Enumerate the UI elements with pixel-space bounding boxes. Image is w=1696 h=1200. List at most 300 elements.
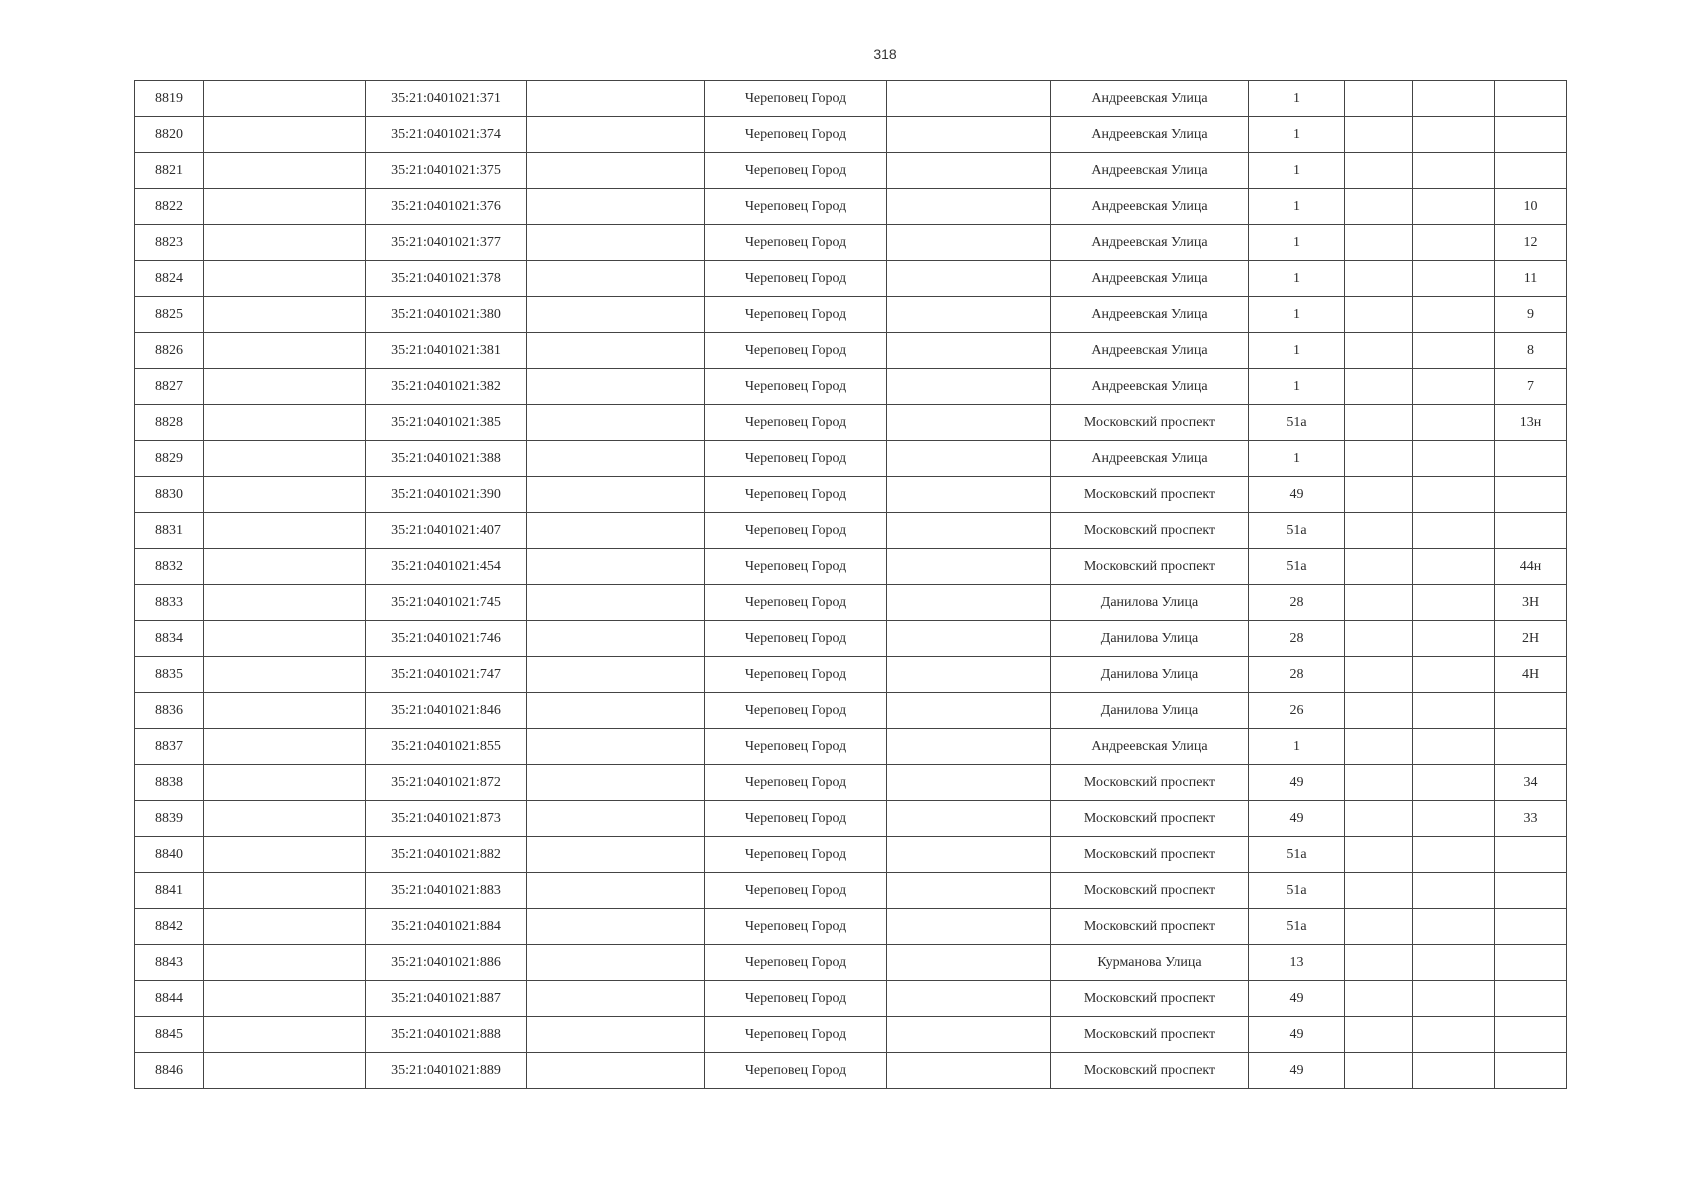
- empty-cell: [887, 981, 1051, 1017]
- street-cell: Московский проспект: [1051, 549, 1249, 585]
- apartment-number-cell: [1495, 441, 1567, 477]
- record-number-cell: 8819: [135, 81, 204, 117]
- table-row: [135, 837, 1567, 873]
- empty-cell: [527, 621, 705, 657]
- city-cell: Череповец Город: [705, 477, 887, 513]
- empty-cell: [1413, 657, 1495, 693]
- empty-cell: [204, 297, 366, 333]
- empty-cell: [887, 225, 1051, 261]
- empty-cell: [527, 981, 705, 1017]
- empty-cell: [527, 369, 705, 405]
- empty-cell: [204, 333, 366, 369]
- cadastral-number-cell: 35:21:0401021:889: [366, 1053, 527, 1089]
- table-row: [135, 945, 1567, 981]
- house-number-cell: 1: [1249, 81, 1345, 117]
- empty-cell: [1413, 261, 1495, 297]
- house-number-cell: 1: [1249, 297, 1345, 333]
- empty-cell: [527, 837, 705, 873]
- empty-cell: [527, 801, 705, 837]
- street-cell: Андреевская Улица: [1051, 729, 1249, 765]
- apartment-number-cell: 13н: [1495, 405, 1567, 441]
- empty-cell: [1413, 441, 1495, 477]
- cadastral-number-cell: 35:21:0401021:887: [366, 981, 527, 1017]
- empty-cell: [1345, 369, 1413, 405]
- empty-cell: [887, 441, 1051, 477]
- apartment-number-cell: [1495, 1053, 1567, 1089]
- empty-cell: [1413, 873, 1495, 909]
- city-cell: Череповец Город: [705, 405, 887, 441]
- table-row: [135, 441, 1567, 477]
- empty-cell: [1345, 585, 1413, 621]
- house-number-cell: 26: [1249, 693, 1345, 729]
- empty-cell: [527, 693, 705, 729]
- city-cell: Череповец Город: [705, 585, 887, 621]
- record-number-cell: 8830: [135, 477, 204, 513]
- city-cell: Череповец Город: [705, 369, 887, 405]
- cadastral-number-cell: 35:21:0401021:872: [366, 765, 527, 801]
- empty-cell: [527, 189, 705, 225]
- empty-cell: [1413, 81, 1495, 117]
- table-row: [135, 369, 1567, 405]
- empty-cell: [1413, 729, 1495, 765]
- record-number-cell: 8839: [135, 801, 204, 837]
- cadastral-number-cell: 35:21:0401021:385: [366, 405, 527, 441]
- house-number-cell: 1: [1249, 369, 1345, 405]
- street-cell: Андреевская Улица: [1051, 441, 1249, 477]
- empty-cell: [527, 549, 705, 585]
- street-cell: Московский проспект: [1051, 513, 1249, 549]
- empty-cell: [887, 801, 1051, 837]
- house-number-cell: 49: [1249, 1053, 1345, 1089]
- record-number-cell: 8831: [135, 513, 204, 549]
- empty-cell: [887, 765, 1051, 801]
- city-cell: Череповец Город: [705, 261, 887, 297]
- cadastral-number-cell: 35:21:0401021:374: [366, 117, 527, 153]
- city-cell: Череповец Город: [705, 549, 887, 585]
- cadastral-number-cell: 35:21:0401021:846: [366, 693, 527, 729]
- record-number-cell: 8827: [135, 369, 204, 405]
- empty-cell: [1345, 801, 1413, 837]
- house-number-cell: 49: [1249, 765, 1345, 801]
- empty-cell: [204, 81, 366, 117]
- city-cell: Череповец Город: [705, 801, 887, 837]
- house-number-cell: 1: [1249, 333, 1345, 369]
- apartment-number-cell: [1495, 117, 1567, 153]
- house-number-cell: 51а: [1249, 837, 1345, 873]
- record-number-cell: 8829: [135, 441, 204, 477]
- empty-cell: [1345, 909, 1413, 945]
- city-cell: Череповец Город: [705, 117, 887, 153]
- empty-cell: [1345, 261, 1413, 297]
- street-cell: Андреевская Улица: [1051, 333, 1249, 369]
- street-cell: Андреевская Улица: [1051, 225, 1249, 261]
- street-cell: Данилова Улица: [1051, 585, 1249, 621]
- empty-cell: [1413, 369, 1495, 405]
- empty-cell: [1345, 837, 1413, 873]
- cadastral-number-cell: 35:21:0401021:882: [366, 837, 527, 873]
- record-number-cell: 8823: [135, 225, 204, 261]
- city-cell: Череповец Город: [705, 513, 887, 549]
- empty-cell: [527, 117, 705, 153]
- street-cell: Андреевская Улица: [1051, 369, 1249, 405]
- empty-cell: [1413, 477, 1495, 513]
- city-cell: Череповец Город: [705, 765, 887, 801]
- apartment-number-cell: 4Н: [1495, 657, 1567, 693]
- empty-cell: [1413, 153, 1495, 189]
- empty-cell: [1413, 621, 1495, 657]
- house-number-cell: 1: [1249, 261, 1345, 297]
- empty-cell: [1345, 441, 1413, 477]
- empty-cell: [1413, 837, 1495, 873]
- empty-cell: [204, 873, 366, 909]
- apartment-number-cell: [1495, 1017, 1567, 1053]
- empty-cell: [527, 657, 705, 693]
- house-number-cell: 49: [1249, 981, 1345, 1017]
- empty-cell: [1413, 513, 1495, 549]
- table-body: [135, 81, 1567, 1089]
- house-number-cell: 28: [1249, 585, 1345, 621]
- apartment-number-cell: 7: [1495, 369, 1567, 405]
- empty-cell: [1413, 1017, 1495, 1053]
- empty-cell: [527, 405, 705, 441]
- empty-cell: [204, 513, 366, 549]
- table-row: [135, 765, 1567, 801]
- empty-cell: [887, 837, 1051, 873]
- empty-cell: [887, 549, 1051, 585]
- empty-cell: [1345, 117, 1413, 153]
- house-number-cell: 49: [1249, 801, 1345, 837]
- empty-cell: [527, 873, 705, 909]
- cadastral-number-cell: 35:21:0401021:886: [366, 945, 527, 981]
- table-row: [135, 981, 1567, 1017]
- table-row: [135, 81, 1567, 117]
- city-cell: Череповец Город: [705, 333, 887, 369]
- empty-cell: [1345, 549, 1413, 585]
- apartment-number-cell: 2Н: [1495, 621, 1567, 657]
- record-number-cell: 8822: [135, 189, 204, 225]
- empty-cell: [887, 297, 1051, 333]
- street-cell: Московский проспект: [1051, 477, 1249, 513]
- empty-cell: [204, 153, 366, 189]
- record-number-cell: 8843: [135, 945, 204, 981]
- city-cell: Череповец Город: [705, 153, 887, 189]
- table-row: [135, 729, 1567, 765]
- empty-cell: [887, 81, 1051, 117]
- empty-cell: [204, 549, 366, 585]
- empty-cell: [1413, 585, 1495, 621]
- empty-cell: [204, 369, 366, 405]
- empty-cell: [887, 513, 1051, 549]
- property-registry-table: [134, 80, 1567, 1089]
- empty-cell: [887, 873, 1051, 909]
- empty-cell: [527, 765, 705, 801]
- record-number-cell: 8844: [135, 981, 204, 1017]
- table-row: [135, 909, 1567, 945]
- cadastral-number-cell: 35:21:0401021:747: [366, 657, 527, 693]
- apartment-number-cell: [1495, 477, 1567, 513]
- house-number-cell: 1: [1249, 153, 1345, 189]
- city-cell: Череповец Город: [705, 657, 887, 693]
- apartment-number-cell: [1495, 873, 1567, 909]
- empty-cell: [1345, 333, 1413, 369]
- empty-cell: [887, 909, 1051, 945]
- house-number-cell: 28: [1249, 621, 1345, 657]
- table-row: [135, 333, 1567, 369]
- empty-cell: [1413, 693, 1495, 729]
- cadastral-number-cell: 35:21:0401021:388: [366, 441, 527, 477]
- empty-cell: [204, 801, 366, 837]
- cadastral-number-cell: 35:21:0401021:390: [366, 477, 527, 513]
- cadastral-number-cell: 35:21:0401021:382: [366, 369, 527, 405]
- empty-cell: [1413, 117, 1495, 153]
- empty-cell: [1413, 765, 1495, 801]
- city-cell: Череповец Город: [705, 297, 887, 333]
- street-cell: Андреевская Улица: [1051, 153, 1249, 189]
- street-cell: Московский проспект: [1051, 1017, 1249, 1053]
- empty-cell: [887, 117, 1051, 153]
- empty-cell: [527, 729, 705, 765]
- record-number-cell: 8824: [135, 261, 204, 297]
- record-number-cell: 8828: [135, 405, 204, 441]
- empty-cell: [204, 261, 366, 297]
- city-cell: Череповец Город: [705, 621, 887, 657]
- empty-cell: [887, 1017, 1051, 1053]
- city-cell: Череповец Город: [705, 81, 887, 117]
- empty-cell: [1345, 981, 1413, 1017]
- empty-cell: [1413, 981, 1495, 1017]
- empty-cell: [204, 117, 366, 153]
- empty-cell: [887, 153, 1051, 189]
- empty-cell: [204, 945, 366, 981]
- empty-cell: [1345, 693, 1413, 729]
- empty-cell: [887, 405, 1051, 441]
- empty-cell: [1345, 405, 1413, 441]
- apartment-number-cell: [1495, 513, 1567, 549]
- empty-cell: [204, 981, 366, 1017]
- record-number-cell: 8832: [135, 549, 204, 585]
- record-number-cell: 8837: [135, 729, 204, 765]
- empty-cell: [204, 225, 366, 261]
- table-row: [135, 873, 1567, 909]
- house-number-cell: 1: [1249, 225, 1345, 261]
- house-number-cell: 1: [1249, 117, 1345, 153]
- empty-cell: [1345, 1017, 1413, 1053]
- empty-cell: [527, 297, 705, 333]
- street-cell: Московский проспект: [1051, 405, 1249, 441]
- empty-cell: [887, 261, 1051, 297]
- house-number-cell: 51а: [1249, 513, 1345, 549]
- table-row: [135, 801, 1567, 837]
- cadastral-number-cell: 35:21:0401021:378: [366, 261, 527, 297]
- city-cell: Череповец Город: [705, 837, 887, 873]
- table-row: [135, 297, 1567, 333]
- empty-cell: [204, 837, 366, 873]
- empty-cell: [1345, 945, 1413, 981]
- table-row: [135, 549, 1567, 585]
- record-number-cell: 8846: [135, 1053, 204, 1089]
- cadastral-number-cell: 35:21:0401021:888: [366, 1017, 527, 1053]
- empty-cell: [1413, 801, 1495, 837]
- apartment-number-cell: 3Н: [1495, 585, 1567, 621]
- house-number-cell: 51а: [1249, 549, 1345, 585]
- empty-cell: [527, 225, 705, 261]
- empty-cell: [527, 585, 705, 621]
- house-number-cell: 51а: [1249, 909, 1345, 945]
- empty-cell: [1413, 945, 1495, 981]
- cadastral-number-cell: 35:21:0401021:883: [366, 873, 527, 909]
- record-number-cell: 8840: [135, 837, 204, 873]
- empty-cell: [1413, 909, 1495, 945]
- house-number-cell: 28: [1249, 657, 1345, 693]
- empty-cell: [204, 477, 366, 513]
- empty-cell: [527, 513, 705, 549]
- empty-cell: [1413, 225, 1495, 261]
- record-number-cell: 8845: [135, 1017, 204, 1053]
- empty-cell: [1345, 765, 1413, 801]
- record-number-cell: 8834: [135, 621, 204, 657]
- table-row: [135, 585, 1567, 621]
- cadastral-number-cell: 35:21:0401021:407: [366, 513, 527, 549]
- city-cell: Череповец Город: [705, 1017, 887, 1053]
- table-row: [135, 1017, 1567, 1053]
- empty-cell: [887, 657, 1051, 693]
- street-cell: Московский проспект: [1051, 873, 1249, 909]
- page-number: 318: [873, 46, 897, 62]
- street-cell: Андреевская Улица: [1051, 261, 1249, 297]
- apartment-number-cell: 33: [1495, 801, 1567, 837]
- apartment-number-cell: 8: [1495, 333, 1567, 369]
- record-number-cell: 8835: [135, 657, 204, 693]
- empty-cell: [1345, 1053, 1413, 1089]
- empty-cell: [1345, 297, 1413, 333]
- empty-cell: [204, 657, 366, 693]
- cadastral-number-cell: 35:21:0401021:377: [366, 225, 527, 261]
- city-cell: Череповец Город: [705, 693, 887, 729]
- empty-cell: [1413, 189, 1495, 225]
- empty-cell: [527, 1053, 705, 1089]
- empty-cell: [1345, 189, 1413, 225]
- apartment-number-cell: 9: [1495, 297, 1567, 333]
- record-number-cell: 8826: [135, 333, 204, 369]
- empty-cell: [1345, 729, 1413, 765]
- empty-cell: [527, 441, 705, 477]
- cadastral-number-cell: 35:21:0401021:371: [366, 81, 527, 117]
- record-number-cell: 8838: [135, 765, 204, 801]
- street-cell: Андреевская Улица: [1051, 297, 1249, 333]
- cadastral-number-cell: 35:21:0401021:884: [366, 909, 527, 945]
- street-cell: Московский проспект: [1051, 909, 1249, 945]
- table-row: [135, 513, 1567, 549]
- empty-cell: [527, 909, 705, 945]
- city-cell: Череповец Город: [705, 873, 887, 909]
- record-number-cell: 8821: [135, 153, 204, 189]
- empty-cell: [1413, 405, 1495, 441]
- table-row: [135, 117, 1567, 153]
- empty-cell: [1345, 225, 1413, 261]
- apartment-number-cell: [1495, 693, 1567, 729]
- table-row: [135, 153, 1567, 189]
- empty-cell: [887, 477, 1051, 513]
- street-cell: Московский проспект: [1051, 981, 1249, 1017]
- table-row: [135, 693, 1567, 729]
- city-cell: Череповец Город: [705, 729, 887, 765]
- cadastral-number-cell: 35:21:0401021:454: [366, 549, 527, 585]
- empty-cell: [204, 585, 366, 621]
- apartment-number-cell: [1495, 909, 1567, 945]
- empty-cell: [887, 1053, 1051, 1089]
- house-number-cell: 1: [1249, 729, 1345, 765]
- empty-cell: [1413, 297, 1495, 333]
- cadastral-number-cell: 35:21:0401021:873: [366, 801, 527, 837]
- record-number-cell: 8825: [135, 297, 204, 333]
- empty-cell: [527, 477, 705, 513]
- apartment-number-cell: [1495, 81, 1567, 117]
- street-cell: Курманова Улица: [1051, 945, 1249, 981]
- city-cell: Череповец Город: [705, 225, 887, 261]
- empty-cell: [204, 405, 366, 441]
- cadastral-number-cell: 35:21:0401021:376: [366, 189, 527, 225]
- house-number-cell: 1: [1249, 189, 1345, 225]
- street-cell: Андреевская Улица: [1051, 117, 1249, 153]
- table-row: [135, 261, 1567, 297]
- empty-cell: [204, 729, 366, 765]
- empty-cell: [1345, 873, 1413, 909]
- apartment-number-cell: [1495, 945, 1567, 981]
- cadastral-number-cell: 35:21:0401021:855: [366, 729, 527, 765]
- cadastral-number-cell: 35:21:0401021:745: [366, 585, 527, 621]
- empty-cell: [1345, 153, 1413, 189]
- table-row: [135, 189, 1567, 225]
- empty-cell: [1345, 621, 1413, 657]
- apartment-number-cell: 12: [1495, 225, 1567, 261]
- empty-cell: [1345, 81, 1413, 117]
- apartment-number-cell: 34: [1495, 765, 1567, 801]
- record-number-cell: 8841: [135, 873, 204, 909]
- empty-cell: [1413, 1053, 1495, 1089]
- empty-cell: [204, 441, 366, 477]
- apartment-number-cell: 10: [1495, 189, 1567, 225]
- empty-cell: [887, 945, 1051, 981]
- empty-cell: [1345, 513, 1413, 549]
- city-cell: Череповец Город: [705, 981, 887, 1017]
- cadastral-number-cell: 35:21:0401021:381: [366, 333, 527, 369]
- street-cell: Андреевская Улица: [1051, 81, 1249, 117]
- cadastral-number-cell: 35:21:0401021:380: [366, 297, 527, 333]
- table-row: [135, 1053, 1567, 1089]
- empty-cell: [1413, 333, 1495, 369]
- empty-cell: [204, 765, 366, 801]
- apartment-number-cell: [1495, 729, 1567, 765]
- house-number-cell: 1: [1249, 441, 1345, 477]
- house-number-cell: 51а: [1249, 873, 1345, 909]
- empty-cell: [1413, 549, 1495, 585]
- apartment-number-cell: [1495, 981, 1567, 1017]
- empty-cell: [887, 585, 1051, 621]
- record-number-cell: 8842: [135, 909, 204, 945]
- apartment-number-cell: [1495, 153, 1567, 189]
- empty-cell: [527, 1017, 705, 1053]
- empty-cell: [204, 909, 366, 945]
- record-number-cell: 8836: [135, 693, 204, 729]
- city-cell: Череповец Город: [705, 945, 887, 981]
- house-number-cell: 49: [1249, 477, 1345, 513]
- table-row: [135, 657, 1567, 693]
- empty-cell: [204, 621, 366, 657]
- street-cell: Московский проспект: [1051, 801, 1249, 837]
- table-row: [135, 621, 1567, 657]
- empty-cell: [887, 333, 1051, 369]
- house-number-cell: 49: [1249, 1017, 1345, 1053]
